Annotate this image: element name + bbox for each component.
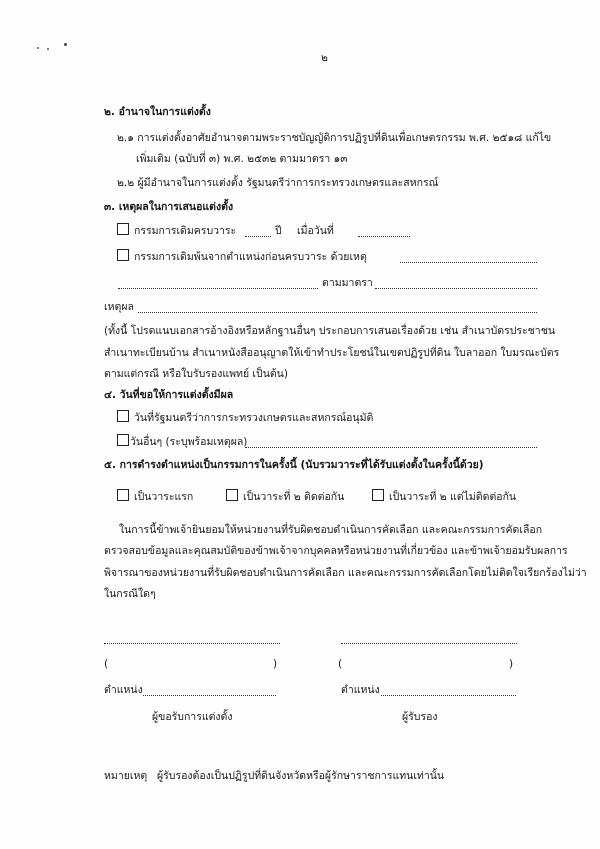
consent-line-2: ตรวจสอบข้อมูลและคุณสมบัติของข้าพเจ้าจากบุคคลหรือหน่วยงานที่เกี่ยวข้อง และข้าพเจ้ายอมรับผลการ xyxy=(104,545,568,557)
checkbox-second-term-consecutive[interactable] xyxy=(226,489,238,501)
applicant-signature-line[interactable] xyxy=(104,643,280,644)
first-term-label: เป็นวาระแรก xyxy=(134,491,194,503)
term-years-label: ปี xyxy=(275,225,282,237)
left-early-cause-field[interactable] xyxy=(400,262,537,263)
section-5-heading: ๕. การดำรงตำแหน่งเป็นกรรมการในครั้งนี้ (นับรวมวาระที่ได้รับแต่งตั้งในครั้งนี้ด้วย) xyxy=(104,459,484,471)
consent-line-3: พิจารณาของหน่วยงานที่รับผิดชอบดำเนินการคัดเลือก และคณะกรรมการคัดเลือกโดยไม่ติดใจเรียกร้องไม่ว่า xyxy=(104,567,587,579)
applicant-position-field[interactable] xyxy=(143,695,276,696)
law-section-label: ตามมาตรา xyxy=(322,277,373,289)
cause-detail-field[interactable] xyxy=(118,288,318,289)
certifier-name-open-paren: ( xyxy=(338,658,343,670)
consent-line-4: ในกรณีใดๆ xyxy=(104,588,156,600)
section-2-heading: ๒. อำนาจในการแต่งตั้ง xyxy=(104,106,211,118)
law-section-field[interactable] xyxy=(375,288,537,289)
checkbox-other-date[interactable] xyxy=(117,434,129,446)
scan-speck xyxy=(64,43,67,46)
scan-speck xyxy=(47,48,49,50)
other-date-label: วันอื่นๆ (ระบุพร้อมเหตุผล) xyxy=(130,436,248,448)
term-date-field[interactable] xyxy=(358,236,410,237)
other-date-field[interactable] xyxy=(245,447,537,448)
term-years-field[interactable] xyxy=(245,236,271,237)
certifier-signature-line[interactable] xyxy=(341,643,517,644)
attachment-note-line-1: (ทั้งนี้ โปรดแนบเอกสารอ้างอิงหรือหลักฐานอื่นๆ ประกอบการเสนอเรื่องด้วย เช่น สำเนาบัตรประชาชน xyxy=(104,325,556,337)
section-3-heading: ๓. เหตุผลในการเสนอแต่งตั้ง xyxy=(104,201,234,213)
checkbox-term-ended[interactable] xyxy=(117,223,129,235)
section-2-item-1-line-2: เพิ่มเติม (ฉบับที่ ๓) พ.ศ. ๒๕๓๒ ตามมาตรา ๑๓ xyxy=(136,153,348,165)
checkbox-left-early[interactable] xyxy=(117,249,129,261)
certifier-position-label: ตำแหน่ง xyxy=(341,684,380,696)
reason-label: เหตุผล xyxy=(104,301,134,313)
second-term-consecutive-label: เป็นวาระที่ ๒ ติดต่อกัน xyxy=(243,491,345,503)
section-2-item-2: ๒.๒ ผู้มีอำนาจในการแต่งตั้ง รัฐมนตรีว่าการกระทรวงเกษตรและสหกรณ์ xyxy=(117,177,439,189)
footnote-text: ผู้รับรองต้องเป็นปฏิรูปที่ดินจังหวัดหรือผู้รักษาราชการแทนเท่านั้น xyxy=(157,770,445,782)
checkbox-first-term[interactable] xyxy=(117,489,129,501)
left-early-label: กรรมการเดิมพ้นจากตำแหน่งก่อนครบวาระ ด้วยเหตุ xyxy=(134,251,367,263)
certifier-position-field[interactable] xyxy=(381,695,516,696)
footnote-label: หมายเหตุ xyxy=(104,770,148,782)
certifier-name-close-paren: ) xyxy=(509,658,514,670)
page-number: ๒ xyxy=(321,52,328,64)
section-2-item-1-line-1: ๒.๑ การแต่งตั้งอาศัยอำนาจตามพระราชบัญญัติการปฏิรูปที่ดินเพื่อเกษตรกรรม พ.ศ. ๒๕๑๘ แก้ไข xyxy=(117,132,552,144)
minister-approval-date-label: วันที่รัฐมนตรีว่าการกระทรวงเกษตรและสหกรณ์อนุมัติ xyxy=(134,412,374,424)
applicant-caption: ผู้ขอรับการแต่งตั้ง xyxy=(152,711,233,723)
checkbox-second-term-nonconsecutive[interactable] xyxy=(372,489,384,501)
applicant-name-close-paren: ) xyxy=(273,658,278,670)
certifier-caption: ผู้รับรอง xyxy=(402,711,438,723)
attachment-note-line-3: ตามแต่กรณี หรือใบรับรองแพทย์ เป็นต้น) xyxy=(104,368,288,380)
attachment-note-line-2: สำเนาทะเบียนบ้าน สำเนาหนังสืออนุญาตให้เข้าทำประโยชน์ในเขตปฏิรูปที่ดิน ใบลาออก ใบมรณะบัตร xyxy=(104,347,560,359)
applicant-position-label: ตำแหน่ง xyxy=(104,684,143,696)
term-date-label: เมื่อวันที่ xyxy=(297,225,334,237)
scan-speck xyxy=(37,47,39,49)
consent-line-1: ในการนี้ข้าพเจ้ายินยอมให้หน่วยงานที่รับผิดชอบดำเนินการคัดเลือก และคณะกรรมการคัดเลือก xyxy=(119,524,543,536)
applicant-name-open-paren: ( xyxy=(104,658,109,670)
term-ended-label: กรรมการเดิมครบวาระ xyxy=(134,225,237,237)
section-4-heading: ๔. วันที่ขอให้การแต่งตั้งมีผล xyxy=(104,389,234,401)
reason-field[interactable] xyxy=(138,312,537,313)
checkbox-minister-approval-date[interactable] xyxy=(117,410,129,422)
second-term-nonconsecutive-label: เป็นวาระที่ ๒ แต่ไม่ติดต่อกัน xyxy=(389,491,517,503)
